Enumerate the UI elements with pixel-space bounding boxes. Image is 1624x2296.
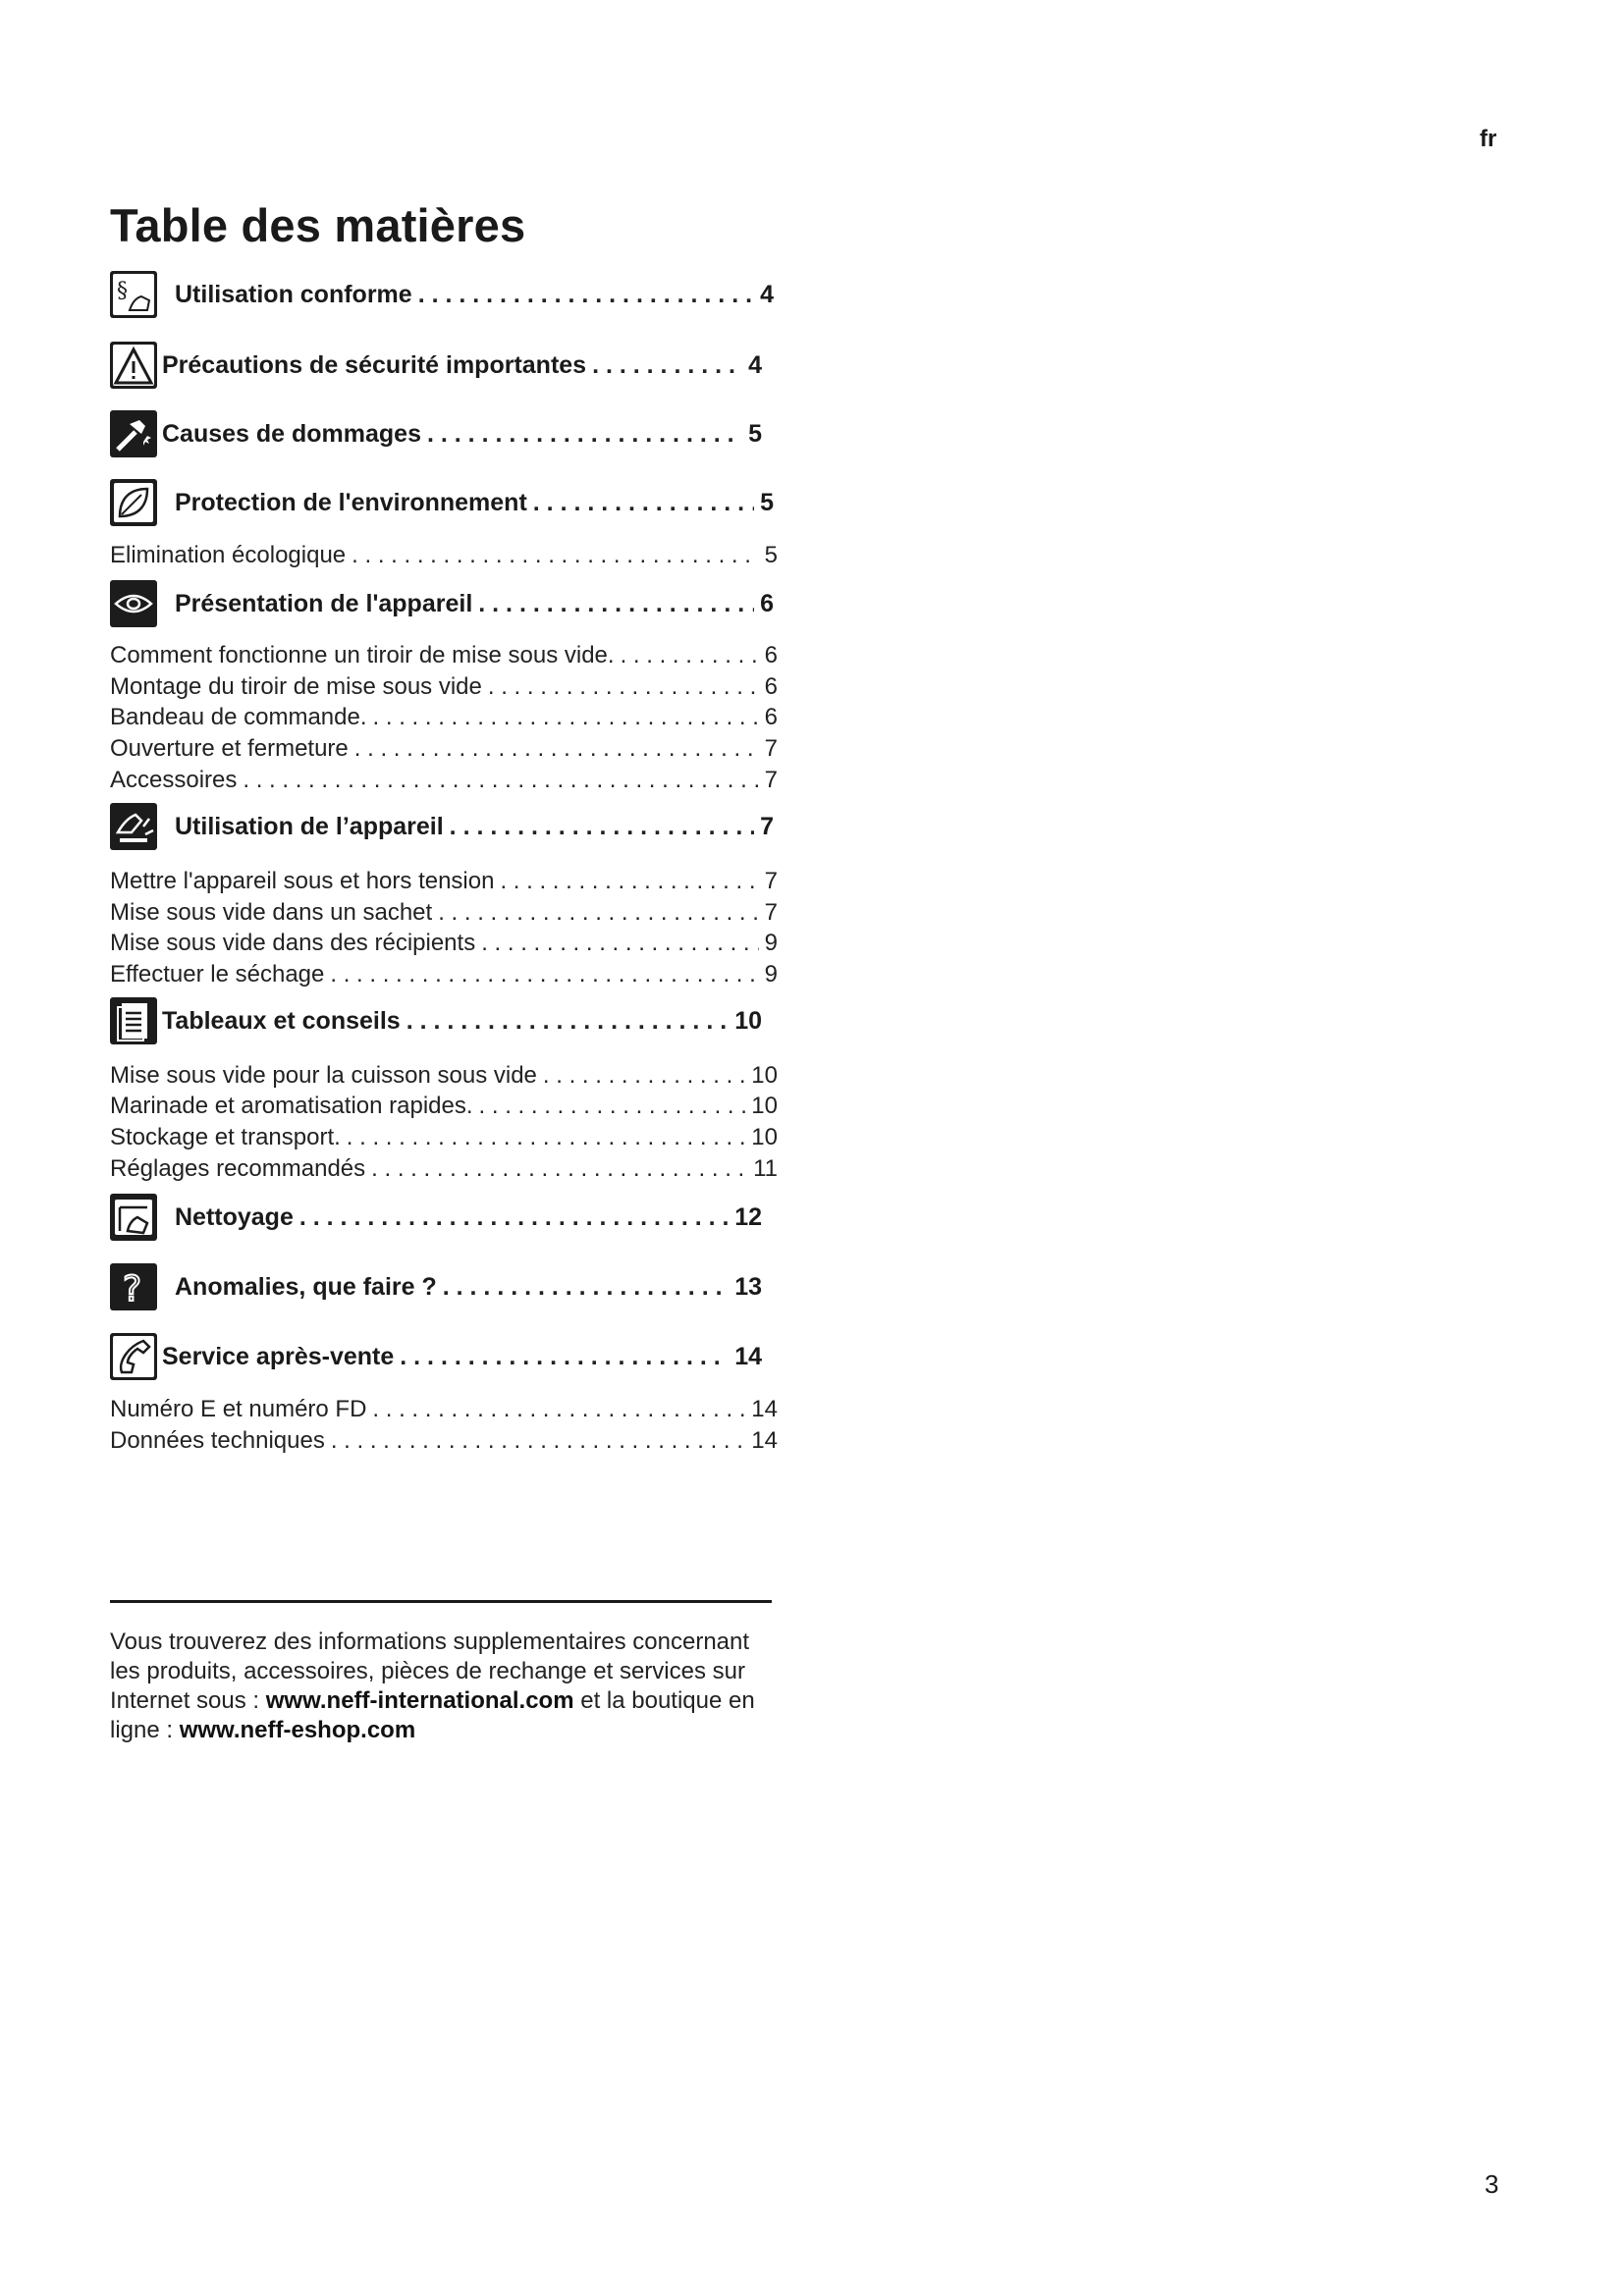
toc-subentry-page: 10 [751, 1062, 778, 1089]
toc-subentry-page: 7 [764, 735, 778, 762]
toc-section-8[interactable] [175, 1203, 762, 1232]
toc-section-page: 4 [760, 281, 774, 308]
toc-subentry[interactable] [110, 767, 778, 794]
warning-triangle-icon [110, 342, 157, 389]
toc-subentry[interactable] [110, 642, 778, 669]
toc-section-label: Service après-vente [162, 1343, 395, 1370]
toc-section-5[interactable] [175, 590, 774, 618]
dot-leader [479, 1093, 746, 1120]
toc-subentry[interactable] [110, 673, 778, 701]
toc-subentry-page: 10 [751, 1093, 778, 1119]
dot-leader [543, 1062, 745, 1090]
page-title: Table des matières [110, 199, 526, 251]
dot-leader [243, 767, 758, 794]
document-list-icon [110, 997, 157, 1044]
toc-subentry-label: Ouverture et fermeture [110, 735, 349, 762]
toc-section-page: 6 [760, 590, 774, 617]
toc-section-label: Causes de dommages [162, 420, 421, 448]
note-text-2: et la boutique en ligne : [110, 1687, 755, 1743]
dot-leader [478, 590, 754, 618]
toc-subentry-label: Données techniques [110, 1427, 325, 1454]
dot-leader [621, 642, 759, 669]
toc-subentry-page: 14 [751, 1427, 778, 1454]
dot-leader [481, 930, 758, 957]
dot-leader [500, 868, 758, 895]
dot-leader [347, 1124, 746, 1151]
toc-subentry[interactable] [110, 868, 778, 895]
toc-subentry-label: Marinade et aromatisation rapides. [110, 1093, 473, 1119]
toc-subentry-page: 6 [764, 642, 778, 668]
toc-subentry-label: Montage du tiroir de mise sous vide [110, 673, 482, 700]
website-link[interactable]: www.neff-international.com [265, 1687, 574, 1714]
toc-subentry-label: Comment fonctionne un tiroir de mise sous vide. [110, 642, 615, 668]
toc-section-page: 5 [760, 489, 774, 516]
toc-subentry-label: Mettre l'appareil sous et hors tension [110, 868, 495, 894]
toc-subentry[interactable] [110, 930, 778, 957]
divider-rule [110, 1600, 772, 1603]
toc-section-10[interactable] [162, 1343, 762, 1371]
toc-section-page: 12 [734, 1203, 762, 1231]
toc-section-6[interactable] [175, 813, 774, 841]
toc-subentry[interactable] [110, 899, 778, 927]
toc-section-label: Utilisation de l’appareil [175, 813, 444, 840]
dot-leader [400, 1343, 729, 1371]
toc-section-label: Anomalies, que faire ? [175, 1273, 437, 1301]
dot-leader [331, 1427, 745, 1455]
toc-subentry[interactable] [110, 735, 778, 763]
paragraph-hand-icon [110, 271, 157, 318]
dot-leader [592, 351, 742, 380]
dot-leader [438, 899, 758, 927]
dot-leader [352, 542, 758, 569]
toc-subentry-page: 10 [751, 1124, 778, 1150]
dot-leader [354, 735, 759, 763]
toc-section-page: 5 [748, 420, 762, 448]
toc-subentry-page: 14 [751, 1396, 778, 1422]
svg-text:?: ? [123, 1269, 142, 1309]
dot-leader [488, 673, 759, 701]
toc-section-page: 14 [734, 1343, 762, 1370]
toc-subentry-label: Mise sous vide dans un sachet [110, 899, 433, 926]
toc-subentry-page: 9 [764, 930, 778, 956]
toc-subentry-label: Effectuer le séchage [110, 961, 325, 988]
toc-subentry-label: Elimination écologique [110, 542, 347, 568]
language-code: fr [1480, 126, 1497, 152]
toc-subentry[interactable] [110, 1093, 778, 1120]
toc-section-page: 10 [734, 1007, 762, 1035]
eshop-link[interactable]: www.neff-eshop.com [179, 1717, 416, 1743]
toc-section-label: Tableaux et conseils [162, 1007, 401, 1035]
toc-section-1[interactable] [175, 281, 774, 309]
question-mark-icon [110, 1263, 157, 1310]
note-text-1: Vous trouverez des informations supplementaires concernant les produits, accessoires, pièces de rechange et services sur Internet sous : [110, 1629, 750, 1714]
dot-leader [372, 1396, 745, 1423]
dot-leader [406, 1007, 729, 1036]
toc-subentry[interactable] [110, 1427, 778, 1455]
dot-leader [371, 1155, 747, 1183]
dot-leader [427, 420, 742, 449]
toc-section-page: 13 [734, 1273, 762, 1301]
dot-leader [418, 281, 754, 309]
toc-subentry-page: 7 [764, 899, 778, 926]
toc-subentry-page: 5 [764, 542, 778, 568]
toc-subentry-page: 7 [764, 767, 778, 793]
page-number: 3 [1485, 2169, 1499, 2199]
dot-leader [373, 704, 759, 731]
toc-section-label: Protection de l'environnement [175, 489, 527, 516]
eye-icon [110, 580, 157, 627]
toc-subentry-label: Bandeau de commande. [110, 704, 367, 730]
toc-subentry-page: 6 [764, 704, 778, 730]
svg-text:§: § [117, 279, 128, 303]
toc-subentry[interactable] [110, 704, 778, 731]
toc-subentry-page: 7 [764, 868, 778, 894]
hammer-break-icon [110, 410, 157, 457]
toc-subentry[interactable] [110, 1396, 778, 1423]
dot-leader [443, 1273, 729, 1302]
dot-leader [330, 961, 758, 988]
toc-section-9[interactable] [175, 1273, 762, 1302]
phone-handset-icon [110, 1333, 157, 1380]
toc-subentry-label: Numéro E et numéro FD [110, 1396, 367, 1422]
toc-subentry[interactable] [110, 1062, 778, 1090]
toc-section-page: 4 [748, 351, 762, 379]
dot-leader [450, 813, 754, 841]
toc-subentry-page: 11 [753, 1155, 778, 1182]
hand-operating-icon [110, 803, 157, 850]
toc-section-label: Utilisation conforme [175, 281, 412, 308]
toc-subentry[interactable] [110, 542, 778, 569]
toc-subentry-page: 9 [764, 961, 778, 988]
toc-section-3[interactable] [162, 420, 762, 449]
toc-subentry-label: Mise sous vide dans des récipients [110, 930, 476, 956]
toc-section-4[interactable] [175, 489, 774, 517]
toc-section-7[interactable] [162, 1007, 762, 1036]
toc-subentry-label: Réglages recommandés [110, 1155, 366, 1182]
cleaning-hand-icon [110, 1194, 157, 1241]
toc-section-label: Précautions de sécurité importantes [162, 351, 587, 379]
toc-subentry[interactable] [110, 961, 778, 988]
toc-subentry-label: Accessoires [110, 767, 238, 793]
toc-subentry-page: 6 [764, 673, 778, 700]
leaf-icon [110, 479, 157, 526]
toc-section-label: Présentation de l'appareil [175, 590, 473, 617]
toc-section-label: Nettoyage [175, 1203, 294, 1231]
toc-subentry-label: Mise sous vide pour la cuisson sous vide [110, 1062, 537, 1089]
dot-leader [299, 1203, 729, 1232]
toc-subentry-label: Stockage et transport. [110, 1124, 341, 1150]
toc-subentry[interactable] [110, 1124, 778, 1151]
toc-subentry[interactable] [110, 1155, 778, 1183]
toc-section-2[interactable] [162, 351, 762, 380]
toc-section-page: 7 [760, 813, 774, 840]
info-note [110, 1628, 778, 1745]
dot-leader [533, 489, 754, 517]
